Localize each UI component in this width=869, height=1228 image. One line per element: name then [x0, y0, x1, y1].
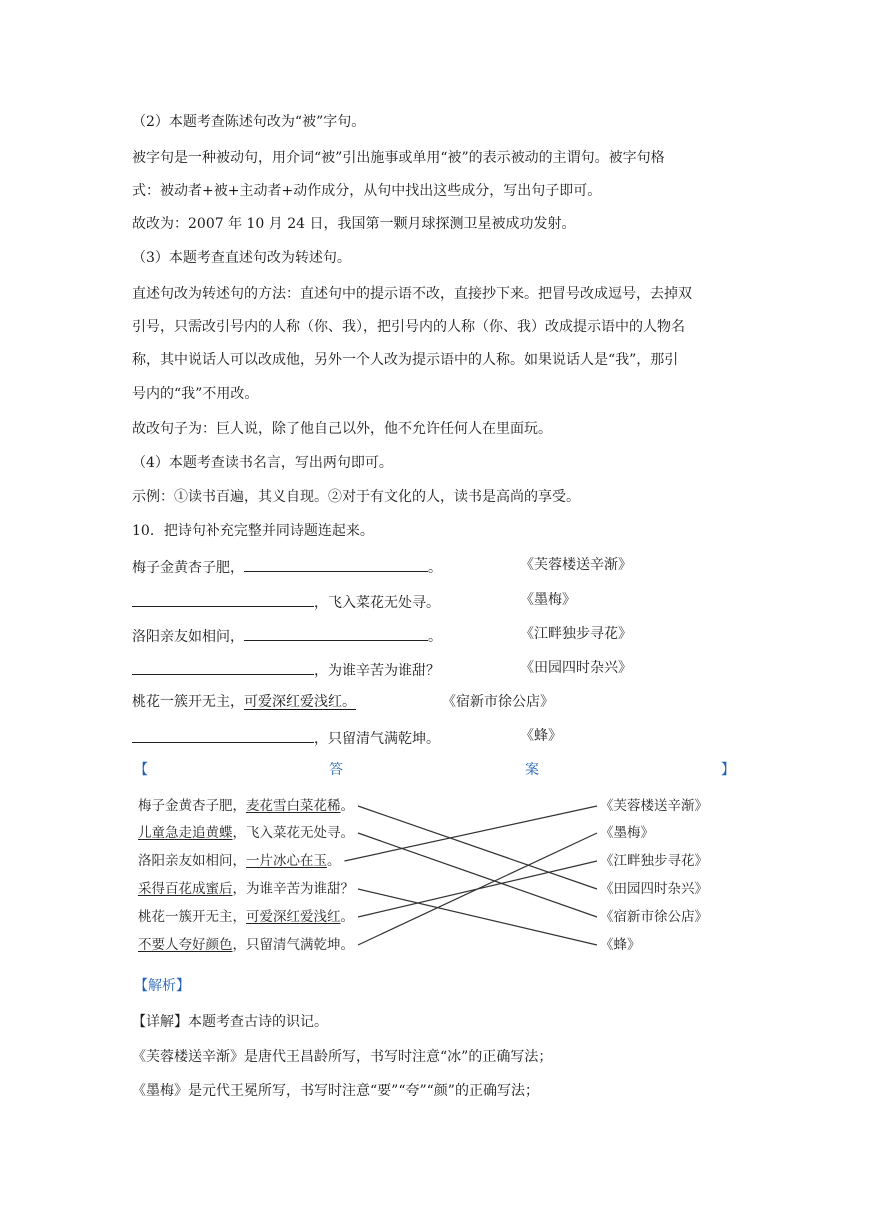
answer-row-2-c: ，飞入菜花无处寻。 [232, 825, 354, 841]
answer-label-char2: 案 [525, 762, 539, 778]
section2-para-line1: 被字句是一种被动句，用介词“被”引出施事或单用“被”的表示被动的主谓句。被字句格 [132, 150, 665, 166]
q10-line-6-post: ，只留清气满乾坤。 [314, 731, 440, 747]
section2-para-line2: 式：被动者+被+主动者+动作成分，从句中找出这些成分，写出句子即可。 [132, 183, 602, 199]
answer-row-2-b: 儿童急走追黄蝶 [138, 825, 233, 841]
section4-heading: （4）本题考查读书名言，写出两句即可。 [132, 455, 393, 471]
q10-line-1 [132, 555, 442, 578]
answer-label-char1: 答 [329, 762, 343, 778]
answer-row-3-b: 一片冰心在玉 [246, 853, 327, 869]
answer-row-3-c: 。 [327, 853, 341, 869]
answer-title-5: 《宿新市徐公店》 [600, 909, 708, 925]
q10-title-5: 《宿新市徐公店》 [442, 694, 554, 710]
q10-blank-3[interactable] [244, 624, 428, 641]
section3-heading: （3）本题考查直述句改为转述句。 [132, 250, 351, 266]
answer-row-5-c: 。 [340, 909, 354, 925]
q10-line-1-post: 。 [428, 560, 442, 576]
answer-row-3 [138, 852, 341, 870]
section3-answer: 故改句子为：巨人说，除了他自己以外，他不允许任何人在里面玩。 [132, 421, 552, 437]
answer-row-4-b: 采得百花成蜜后 [138, 881, 233, 897]
q10-heading: 10．把诗句补充完整并同诗题连起来。 [132, 523, 374, 539]
answer-title-2: 《墨梅》 [600, 825, 654, 841]
analysis-detail: 【详解】本题考查古诗的识记。 [132, 1014, 328, 1030]
answer-title-6: 《蜂》 [600, 937, 641, 953]
analysis-line-2: 《墨梅》是元代王冕所写，书写时注意“要”“夸”“颜”的正确写法； [132, 1083, 539, 1099]
q10-line-4-post: ，为谁辛苦为谁甜？ [314, 663, 440, 679]
answer-bracket-open: 【 [134, 762, 148, 778]
answer-row-6 [138, 936, 354, 954]
section3-para-line4: 号内的“我”不用改。 [132, 386, 259, 402]
answer-title-3: 《江畔独步寻花》 [600, 853, 708, 869]
match-line-2 [358, 833, 597, 917]
answer-bracket-close: 】 [721, 762, 735, 778]
q10-line-3 [132, 624, 442, 647]
q10-title-3: 《江畔独步寻花》 [520, 626, 632, 642]
q10-title-2: 《墨梅》 [520, 592, 576, 608]
q10-line-2-post: ，飞入菜花无处寻。 [314, 595, 440, 611]
q10-blank-4[interactable] [132, 658, 314, 675]
answer-row-5 [138, 908, 354, 926]
q10-blank-6[interactable] [132, 726, 314, 743]
answer-title-1: 《芙蓉楼送辛渐》 [600, 798, 708, 814]
q10-title-4: 《田园四时杂兴》 [520, 660, 632, 676]
answer-title-4: 《田园四时杂兴》 [600, 881, 708, 897]
answer-row-5-a: 桃花一簇开无主， [138, 909, 246, 925]
q10-title-1: 《芙蓉楼送辛渐》 [520, 557, 632, 573]
answer-row-2 [138, 824, 354, 842]
answer-row-1-b: 麦花雪白菜花稀 [246, 798, 341, 814]
q10-line-5-filled: 可爱深红爱浅红。 [244, 694, 356, 710]
analysis-line-1: 《芙蓉楼送辛渐》是唐代王昌龄所写，书写时注意“冰”的正确写法； [132, 1049, 553, 1065]
q10-line-1-pre: 梅子金黄杏子肥， [132, 560, 244, 576]
section2-heading: （2）本题考查陈述句改为“被”字句。 [132, 114, 366, 130]
q10-line-4 [132, 658, 440, 681]
section3-para-line2: 引号，只需改引号内的人称（你、我），把引号内的人称（你、我）改成提示语中的人物名 [132, 319, 685, 335]
analysis-label: 【解析】 [134, 978, 190, 994]
q10-title-6: 《蜂》 [520, 728, 562, 744]
q10-line-2 [132, 590, 440, 613]
answer-row-6-c: ，只留清气满乾坤。 [232, 937, 354, 953]
q10-blank-2[interactable] [132, 590, 314, 607]
q10-blank-1[interactable] [244, 555, 428, 572]
q10-line-6 [132, 726, 440, 749]
q10-line-5-pre: 桃花一簇开无主， [132, 694, 244, 710]
answer-row-3-a: 洛阳亲友如相问， [138, 853, 246, 869]
q10-line-5 [132, 692, 356, 712]
answer-row-4-c: ，为谁辛苦为谁甜？ [232, 881, 354, 897]
q10-line-3-post: 。 [428, 629, 442, 645]
match-line-4 [358, 889, 597, 945]
answer-row-5-b: 可爱深红爱浅红 [246, 909, 341, 925]
answer-row-1-c: 。 [340, 798, 354, 814]
section4-example: 示例：①读书百遍，其义自现。②对于有文化的人，读书是高尚的享受。 [132, 489, 580, 505]
answer-row-4 [138, 880, 354, 898]
q10-line-3-pre: 洛阳亲友如相问， [132, 629, 244, 645]
section3-para-line3: 称，其中说话人可以改成他，另外一个人改为提示语中的人称。如果说话人是“我”，那引 [132, 352, 679, 368]
answer-row-1 [138, 797, 354, 815]
answer-row-1-a: 梅子金黄杏子肥， [138, 798, 246, 814]
answer-row-6-b: 不要人夸好颜色 [138, 937, 233, 953]
section2-answer: 故改为：2007 年 10 月 24 日，我国第一颗月球探测卫星被成功发射。 [132, 216, 576, 232]
section3-para-line1: 直述句改为转述句的方法：直述句中的提示语不改，直接抄下来。把冒号改成逗号，去掉双 [132, 286, 692, 302]
answer-matching-figure [138, 794, 728, 960]
match-line-1 [358, 806, 597, 889]
